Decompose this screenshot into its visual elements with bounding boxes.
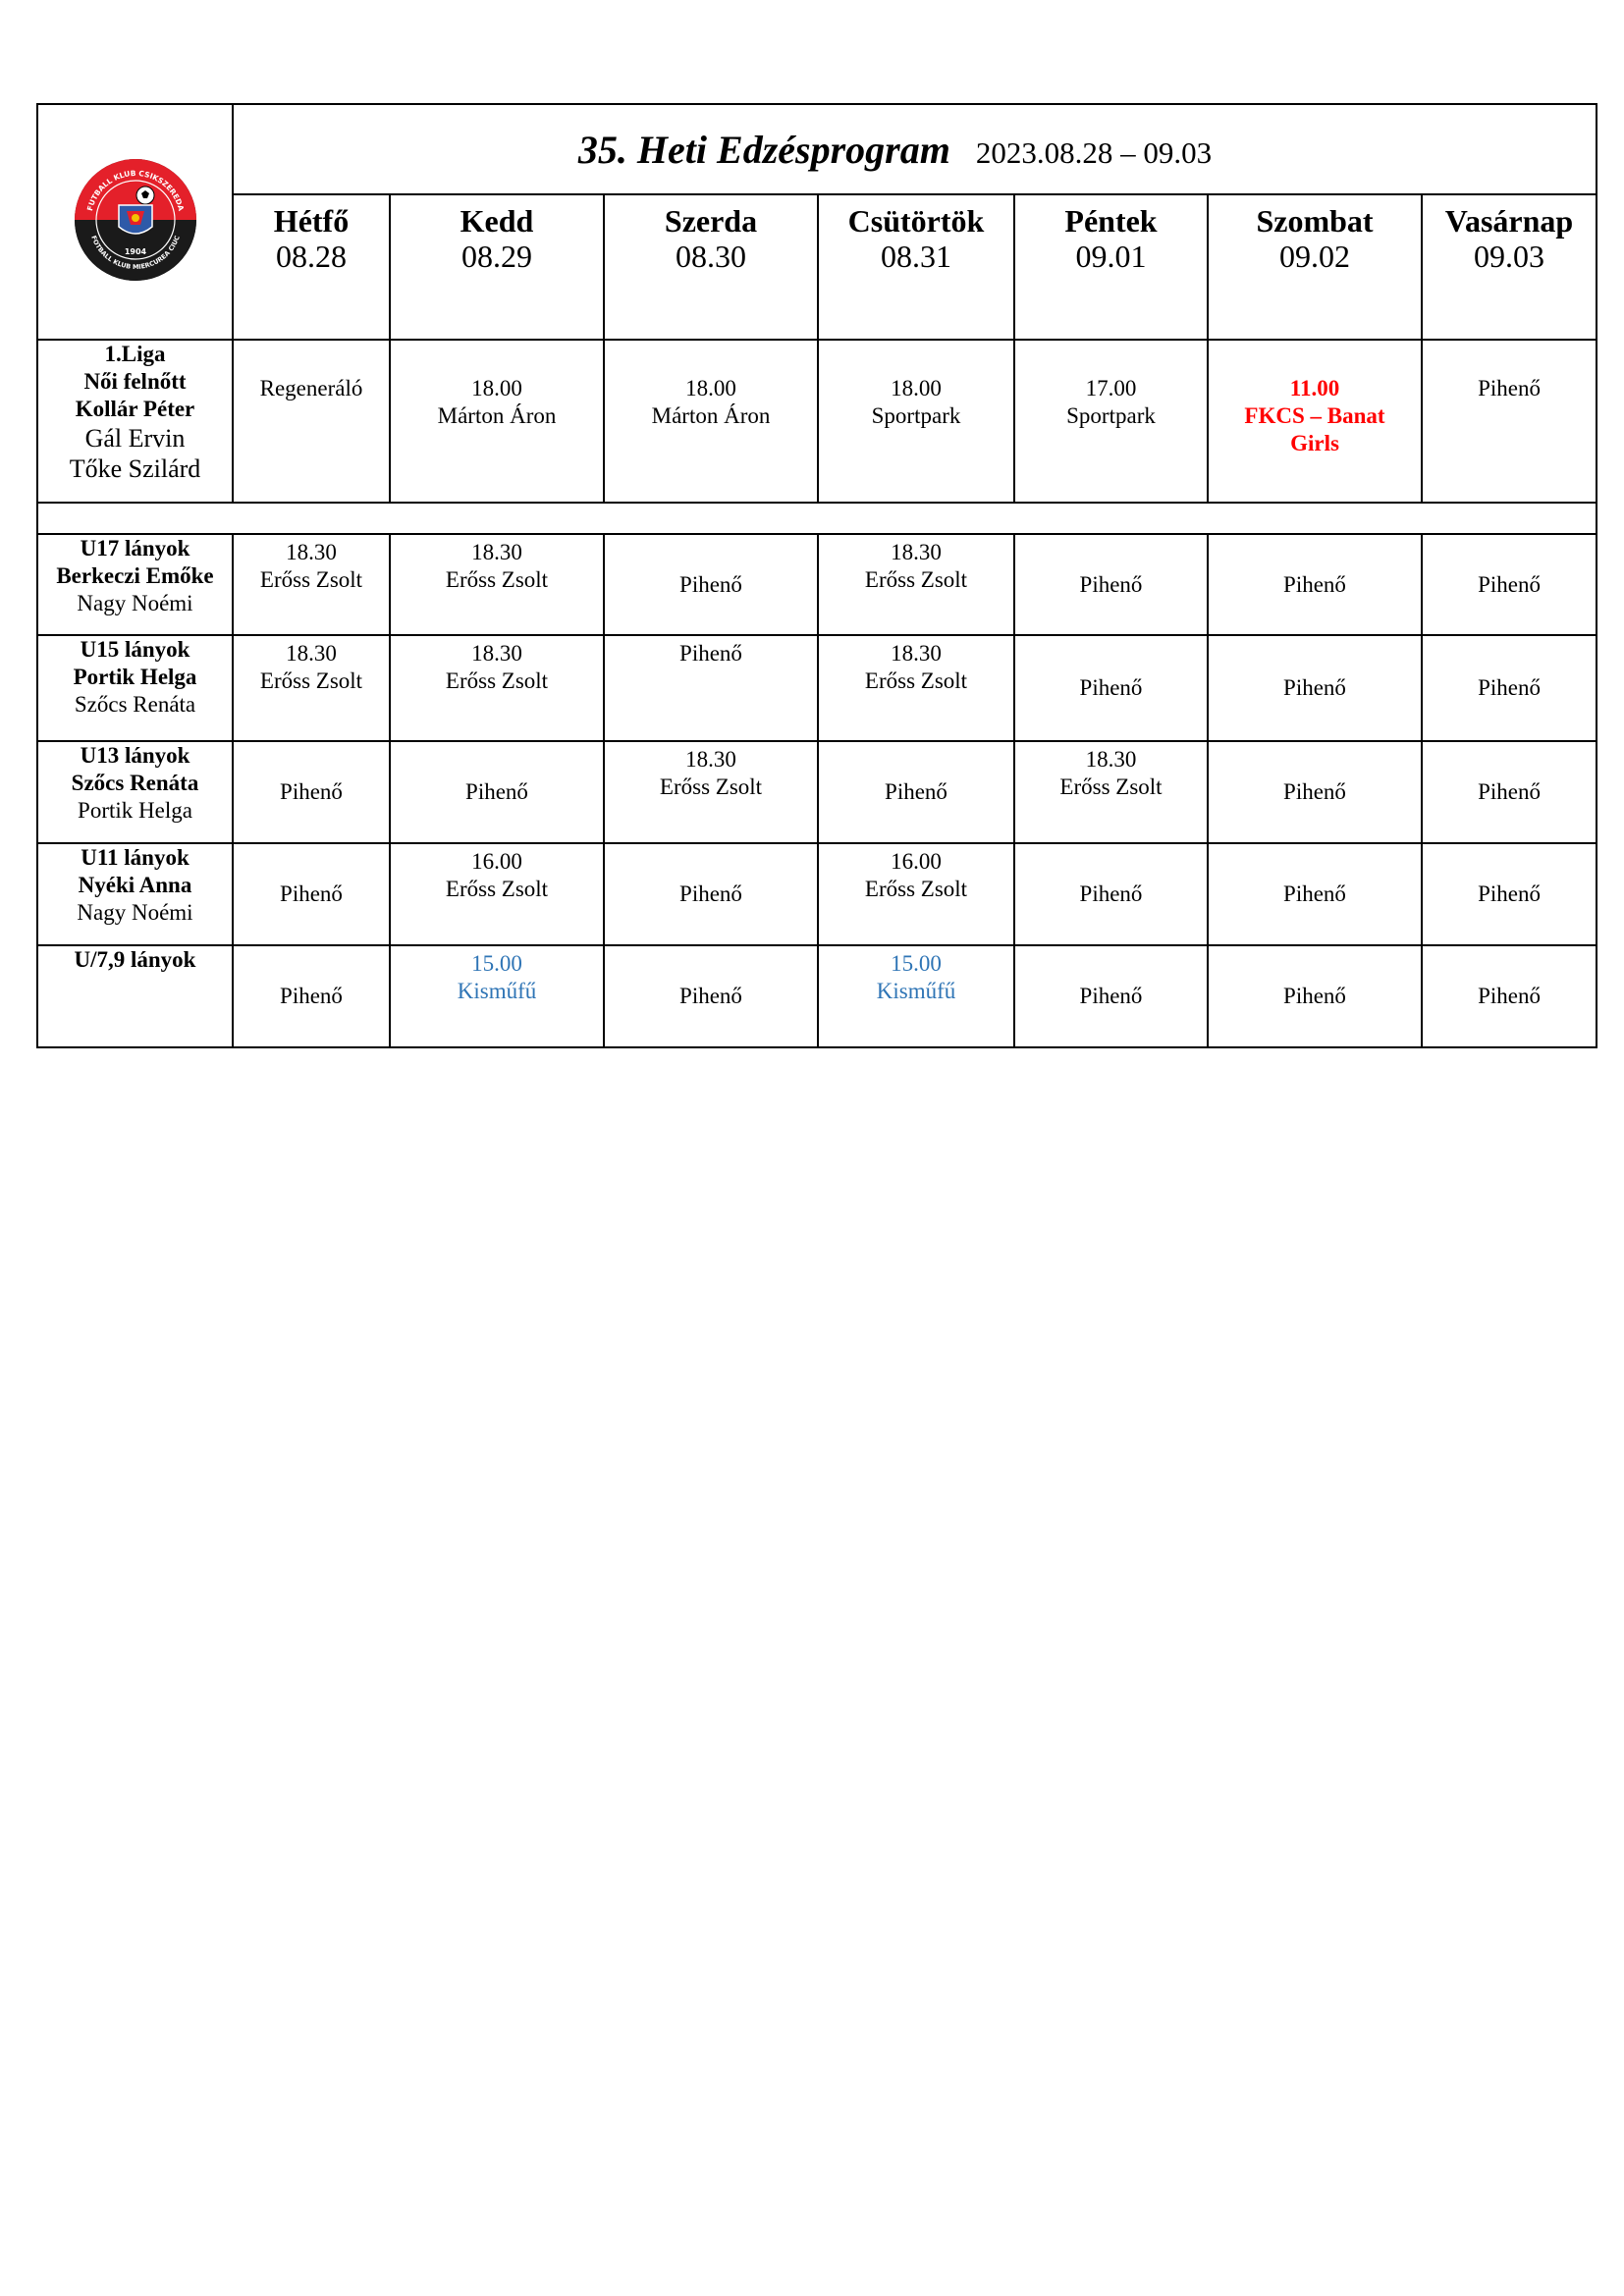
cell-u13-sun: Pihenő: [1422, 741, 1597, 843]
cell-u11-thu: 16.00 Erőss Zsolt: [818, 843, 1014, 945]
cell-u11-mon: Pihenő: [233, 843, 390, 945]
cell-liga-wed: 18.00 Márton Áron: [604, 340, 818, 503]
svg-text:FUTBALL KLUB CSIKSZEREDA: FUTBALL KLUB CSIKSZEREDA: [84, 168, 186, 212]
cell-u17-sat: Pihenő: [1208, 534, 1422, 635]
cell-liga-fri: 17.00 Sportpark: [1014, 340, 1208, 503]
logo-cell: [37, 104, 233, 340]
cell-u15-wed: Pihenő: [604, 635, 818, 741]
cell-u17-mon: 18.30 Erőss Zsolt: [233, 534, 390, 635]
svg-text:FOTBALL KLUB MIERCUREA CIUC: FOTBALL KLUB MIERCUREA CIUC: [88, 234, 182, 271]
cell-u13-sat: Pihenő: [1208, 741, 1422, 843]
day-header-thu: Csütörtök 08.31: [818, 194, 1014, 340]
cell-u79-fri: Pihenő: [1014, 945, 1208, 1047]
row-u15: [37, 635, 1597, 741]
days-row: [37, 194, 1597, 340]
day-header-wed: Szerda 08.30: [604, 194, 818, 340]
cell-liga-thu: 18.00 Sportpark: [818, 340, 1014, 503]
day-header-sun: Vasárnap 09.03: [1422, 194, 1597, 340]
cell-u13-tue: Pihenő: [390, 741, 604, 843]
row-u13: [37, 741, 1597, 843]
team-cell-u11: U11 lányok Nyéki Anna Nagy Noémi: [37, 843, 233, 945]
row-u79: [37, 945, 1597, 1047]
cell-u15-thu: 18.30 Erőss Zsolt: [818, 635, 1014, 741]
spacer-row: [37, 503, 1597, 534]
day-header-fri: Péntek 09.01: [1014, 194, 1208, 340]
day-header-tue: Kedd 08.29: [390, 194, 604, 340]
cell-u17-sun: Pihenő: [1422, 534, 1597, 635]
cell-u13-thu: Pihenő: [818, 741, 1014, 843]
cell-u11-sun: Pihenő: [1422, 843, 1597, 945]
cell-u11-wed: Pihenő: [604, 843, 818, 945]
cell-u13-wed: 18.30 Erőss Zsolt: [604, 741, 818, 843]
cell-liga-mon: Regeneráló: [233, 340, 390, 503]
page-title: 35. Heti Edzésprogram: [577, 127, 950, 172]
cell-u15-sat: Pihenő: [1208, 635, 1422, 741]
cell-u11-fri: Pihenő: [1014, 843, 1208, 945]
title-cell: [233, 104, 1597, 194]
cell-liga-tue: 18.00 Márton Áron: [390, 340, 604, 503]
week-dates: 2023.08.28 – 09.03: [975, 134, 1213, 170]
cell-liga-sun: Pihenő: [1422, 340, 1597, 503]
cell-u13-fri: 18.30 Erőss Zsolt: [1014, 741, 1208, 843]
title-row: [37, 104, 1597, 194]
row-u11: [37, 843, 1597, 945]
team-cell-u17: U17 lányok Berkeczi Emőke Nagy Noémi: [37, 534, 233, 635]
cell-u79-sat: Pihenő: [1208, 945, 1422, 1047]
cell-u17-wed: Pihenő: [604, 534, 818, 635]
cell-u79-sun: Pihenő: [1422, 945, 1597, 1047]
cell-u13-mon: Pihenő: [233, 741, 390, 843]
cell-u11-tue: 16.00 Erőss Zsolt: [390, 843, 604, 945]
cell-u17-fri: Pihenő: [1014, 534, 1208, 635]
team-cell-u15: U15 lányok Portik Helga Szőcs Renáta: [37, 635, 233, 741]
cell-u15-fri: Pihenő: [1014, 635, 1208, 741]
cell-u11-sat: Pihenő: [1208, 843, 1422, 945]
cell-u15-sun: Pihenő: [1422, 635, 1597, 741]
schedule-table: [36, 103, 1597, 1048]
day-header-mon: Hétfő 08.28: [233, 194, 390, 340]
team-cell-u13: U13 lányok Szőcs Renáta Portik Helga: [37, 741, 233, 843]
club-logo: [72, 156, 199, 284]
cell-u17-tue: 18.30 Erőss Zsolt: [390, 534, 604, 635]
team-cell-liga: 1.Liga Női felnőtt Kollár Péter Gál Ervin Tőke Szilárd: [37, 340, 233, 503]
cell-u79-thu: 15.00 Kisműfű: [818, 945, 1014, 1047]
day-header-sat: Szombat 09.02: [1208, 194, 1422, 340]
cell-u79-mon: Pihenő: [233, 945, 390, 1047]
cell-u79-tue: 15.00 Kisműfű: [390, 945, 604, 1047]
cell-u15-mon: 18.30 Erőss Zsolt: [233, 635, 390, 741]
row-u17: [37, 534, 1597, 635]
team-cell-u79: U/7,9 lányok: [37, 945, 233, 1047]
cell-liga-sat: 11.00 FKCS – Banat Girls: [1208, 340, 1422, 503]
svg-text:1904: 1904: [124, 246, 146, 256]
row-liga: [37, 340, 1597, 503]
cell-u79-wed: Pihenő: [604, 945, 818, 1047]
cell-u15-tue: 18.30 Erőss Zsolt: [390, 635, 604, 741]
cell-u17-thu: 18.30 Erőss Zsolt: [818, 534, 1014, 635]
